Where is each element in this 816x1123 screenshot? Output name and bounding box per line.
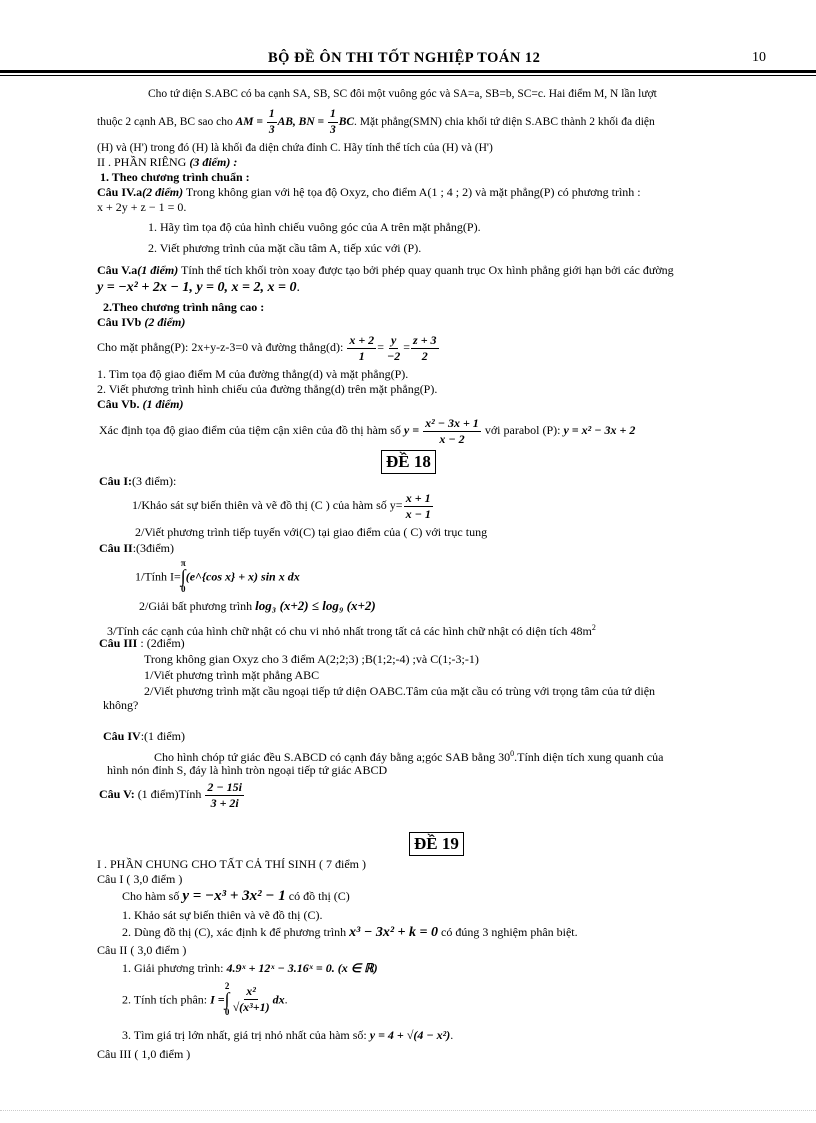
question-label: Câu IV.a [97,185,143,199]
text: Cho hàm số [122,889,180,903]
fraction [411,333,439,364]
question-label: Câu Vb. [97,397,140,411]
d19-question-2: Câu II ( 3,0 điểm ) [97,943,187,957]
text: . [284,992,288,1007]
text: 1/Tính I= [135,569,181,584]
header-title: BỘ ĐỀ ÔN THI TỐT NGHIỆP TOÁN 12 [268,50,541,66]
math: y = [403,423,423,437]
sub-item: 2. Viết phương trình của mặt cầu tâm A, tiếp xúc với (P). [148,241,422,255]
numerator: 2 − 15i [207,779,242,794]
d18-question-3 [99,635,185,651]
text: Xác định tọa độ giao điểm của tiệm cận xiên của đồ thị hàm số [99,423,401,437]
math: BC [338,116,355,129]
denominator: 2 [421,348,428,363]
text: có đúng 3 nghiệm phân biệt. [438,925,578,939]
sub-item: 1. Hãy tìm tọa độ của hình chiếu vuông góc của A trên mặt phẳng(P). [148,220,481,234]
lower-limit: 0 [180,584,186,595]
question-4b-text: Cho mặt phẳng(P): 2x+y-z-3=0 và đường thẳng(d): $\frac{x + 2}{1}$ = $\frac{y}{-2}$ = $\frac{z + 3}{2}$ [97,332,437,363]
d19-part1: I . PHẦN CHUNG CHO TẤT CẢ THÍ SINH ( 7 điểm ) [97,857,366,871]
math: log₃ (x+2) ≤ log₉ (x+2) [255,598,376,613]
denominator: −2 [386,348,401,363]
text: 1. Giải phương trình: [122,961,224,975]
d18-q3-item2-cont: không? [103,698,139,712]
problem-text-line2 [97,107,655,138]
question-points: (1 điểm)Tính [134,787,202,801]
upper-limit: π [180,558,186,569]
numerator: x + 1 [405,490,431,505]
question-label: Câu IV [103,729,141,743]
d18-q3-item2: 2/Viết phương trình mặt cầu ngoại tiếp tứ diện OABC.Tâm của mặt cầu có trùng với trọng tâm của tứ diện [144,684,656,698]
equation: x + 2y + z − 1 = 0. [97,200,187,214]
question-5a [97,262,674,278]
question-label: Câu V: [99,787,135,801]
text: có đồ thị (C) [285,889,350,903]
text: Cho hình chóp tứ giác đều S.ABCD có cạnh đáy bằng a;góc SAB bằng 30 [154,750,511,764]
question-points: :(1 điểm) [140,729,186,743]
page-number: 10 [752,50,766,65]
sub-item: 1. Tìm tọa độ giao điểm M của đường thẳng(d) và mặt phẳng(P). [97,367,409,381]
integral-sign: 2 ∫ 0 [224,981,230,1018]
question-label: Câu II [99,541,133,555]
d18-question-1 [99,473,176,489]
fraction [404,491,433,522]
d19-q2-item1 [122,959,378,977]
math: I = [210,992,225,1007]
numerator: 1 [328,107,338,123]
d18-q3-item1: 1/Viết phương trình mặt phẳng ABC [144,668,320,682]
question-5b-text [99,413,635,447]
math: y = −x² + 2x − 1, y = 0, x = 2, x = 0 [97,280,297,295]
d18-q3-text: Trong không gian Oxyz cho 3 điểm A(2;2;3) ;B(1;2;-4) ;và C(1;-3;-1) [144,652,479,666]
d19-q2-item2 [122,980,288,1017]
integral-sign: π ∫ 0 [180,558,186,595]
math: 4.9ˣ + 12ˣ − 3.16ˣ = 0. (x ∈ ℝ) [226,961,378,975]
question-5b [97,396,183,412]
text: . [450,1028,454,1042]
text: . Mặt phẳng(SMN) chia khối tứ diện S.ABC thành 2 khối đa diện [354,116,655,129]
section-label: II . PHẦN RIÊNG [97,155,187,169]
d18-q4-text2: hình nón đỉnh S, đáy là hình tròn ngoại tiếp tứ giác ABCD [107,763,388,777]
question-points: (1 điểm) [137,263,179,277]
question-label: Câu I: [99,474,133,488]
text: 3. Tìm giá trị lớn nhất, giá trị nhỏ nhất của hàm số: [122,1028,367,1042]
denominator: 3 + 2i [210,795,239,810]
upper-limit: 2 [224,981,230,992]
math: AB, BN = [277,116,327,129]
text: thuộc 2 cạnh AB, BC sao cho [97,116,233,129]
text: 2. Tính tích phân: [122,992,208,1007]
d18-question-2 [99,540,174,556]
question-points: :(3điểm) [132,541,175,555]
numerator: 1 [267,107,277,123]
question-points: (1 điểm) [139,397,184,411]
exam-title-18: ĐỀ 18 [381,450,436,474]
text: 1/Khảo sát sự biến thiên và vẽ đồ thị (C ) của hàm số y= [132,498,403,512]
page-bottom-dotted-line [0,1110,816,1111]
text: với parabol (P): [484,423,561,437]
denominator: x − 1 [405,506,431,521]
d18-q2-item1 [135,558,300,594]
fraction [231,984,272,1015]
text: 2. Dùng đồ thị (C), xác định k để phương trình [122,925,347,939]
question-label: Câu V.a [97,263,138,277]
numerator: x² − 3x + 1 [425,415,479,430]
math: dx [272,992,285,1007]
question-points: (2 điểm) [142,185,184,199]
denominator: 3 [329,124,336,136]
lower-limit: 0 [224,1007,230,1018]
chuan-title: 1. Theo chương trình chuẩn : [100,170,250,184]
text: .Tính diện tích xung quanh của [514,750,664,764]
d19-q1-item1: 1. Khảo sát sự biến thiên và vẽ đồ thị (C). [122,908,323,922]
numerator: z + 3 [413,332,437,347]
d18-question-4 [103,728,185,744]
fraction [328,107,338,138]
d18-q1-item2: 2/Viết phương trình tiếp tuyến với(C) tại giao điểm của ( C) với trục tung [135,525,488,539]
d19-q2-item3 [122,1026,453,1044]
superscript: 0 [510,749,515,758]
fraction [347,333,376,364]
header-rule-thin [0,75,816,76]
math: y = 4 + √(4 − x²) [369,1028,451,1042]
numerator: y [390,332,397,347]
problem-text: Cho tứ diện S.ABC có ba cạnh SA, SB, SC đôi một vuông góc và SA=a, SB=b, SC=c. Hai điểm M, N lần lượt [148,88,657,100]
d19-question-1: Câu I ( 3,0 điểm ) [97,872,183,886]
question-4a [97,184,641,200]
text: 2/Giải bất phương trình [139,599,253,613]
fraction [423,416,481,447]
superscript: 2 [591,623,596,632]
header-rule-thick [0,70,816,73]
question-4b [97,314,185,330]
d19-q1-item2 [122,923,578,942]
equation [97,279,300,297]
exam-title-19: ĐỀ 19 [409,832,464,856]
math: y = −x³ + 3x² − 1 [182,888,286,904]
question-text: Trong không gian với hệ tọa độ Oxyz, cho điểm A(1 ; 4 ; 2) và mặt phẳng(P) có phương trình : [183,185,641,199]
denominator: 3 [268,124,275,136]
question-text: Tính thể tích khối tròn xoay được tạo bởi phép quay quanh trục Ox hình phẳng giới hạn bởi các đường [178,263,674,277]
page-header [0,50,816,70]
question-points: (2 điểm) [141,315,186,329]
question-label: Câu IVb [97,315,142,329]
text: Cho mặt phẳng(P): 2x+y-z-3=0 và đường thẳng(d): [97,340,344,354]
d19-q1-text [122,887,350,905]
question-label: Câu III [99,636,138,650]
numerator: x + 2 [349,332,375,347]
d18-q2-item2 [139,597,376,615]
section-points: (3 điểm) : [186,155,238,169]
question-points: : (2điểm) [137,636,185,650]
d18-q1-item1 [132,488,434,522]
math: x³ − 3x² + k = 0 [349,925,438,940]
denominator: x − 2 [439,431,465,446]
nangcao-title: 2.Theo chương trình nâng cao : [103,300,265,314]
problem-text-line3: (H) và (H') trong đó (H) là khối đa diện chứa đỉnh C. Hãy tính thể tích của (H) và (H') [97,142,493,154]
fraction [205,780,244,811]
math: AM = [235,116,266,129]
math: (e^{cos x} + x) sin x dx [185,569,300,584]
question-points: (3 điểm): [132,474,177,488]
section-rieng [97,154,237,170]
d18-question-5 [99,777,245,811]
sub-item: 2. Viết phương trình hình chiếu của đường thẳng(d) trên mặt phẳng(P). [97,382,438,396]
d19-question-3: Câu III ( 1,0 điểm ) [97,1047,191,1061]
math: y = x² − 3x + 2 [563,423,636,437]
fraction [267,107,277,138]
text: 3/Tính các cạnh của hình chữ nhật có chu vi nhỏ nhất trong tất cả các hình chữ nhật có diện tích 48m [107,624,592,638]
denominator: √(x³+1) [232,999,270,1014]
text: . [296,280,300,295]
numerator: x² [246,983,256,998]
fraction [385,333,402,364]
denominator: 1 [358,348,365,363]
